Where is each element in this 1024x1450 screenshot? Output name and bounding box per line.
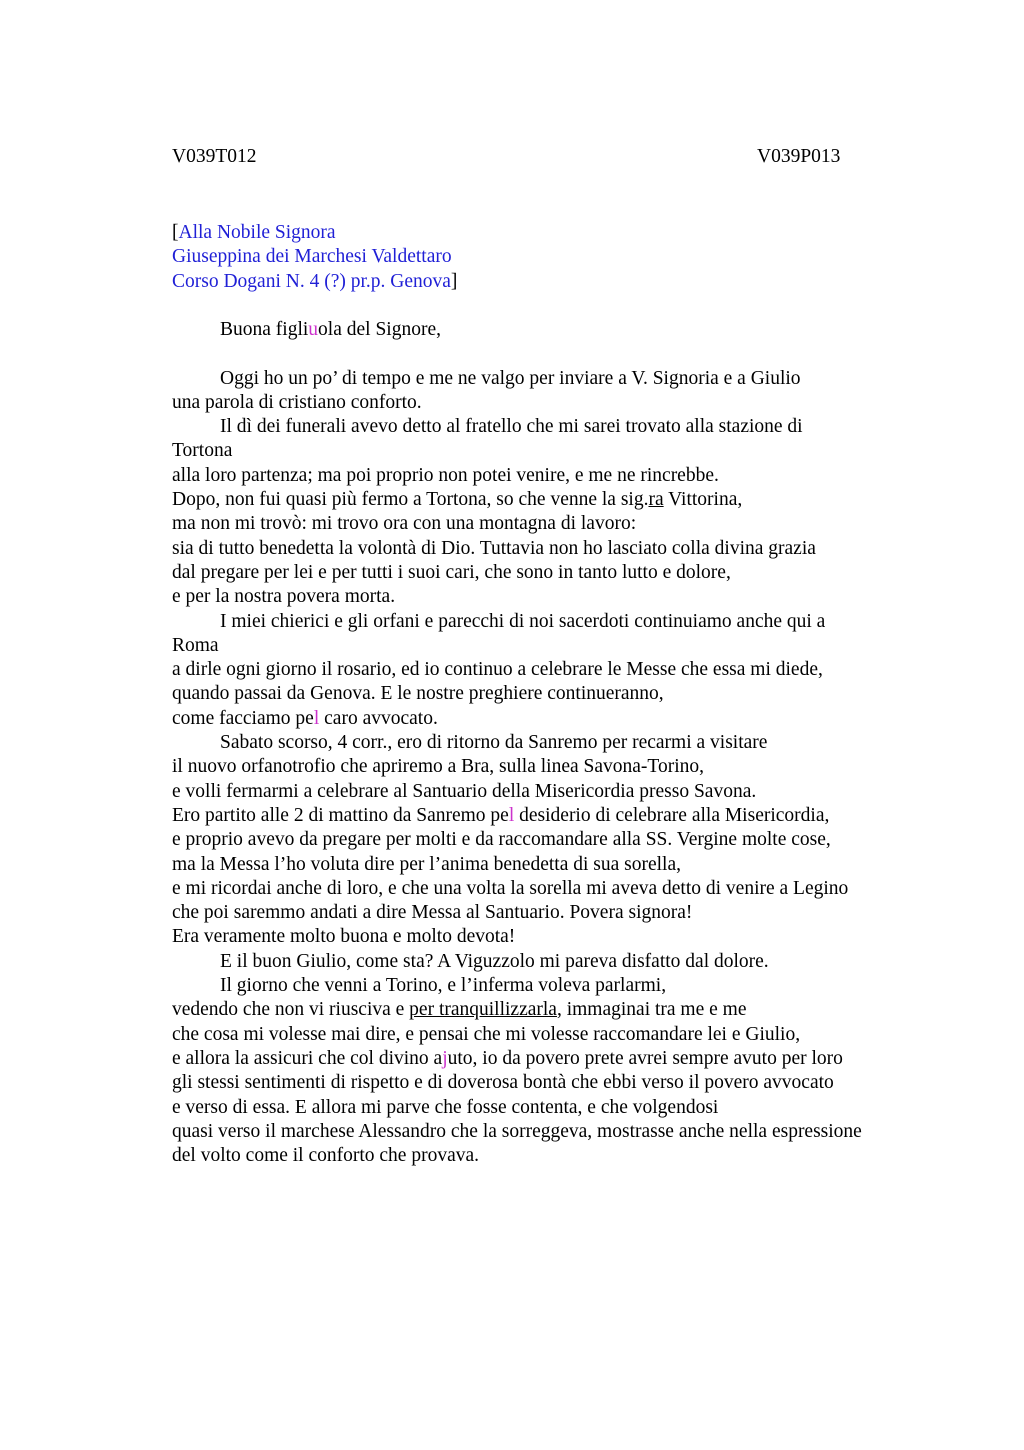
- text-line: e volli fermarmi a celebrare al Santuario della Misericordia presso Savona.: [172, 780, 757, 802]
- text-line: E il buon Giulio, come sta? A Viguzzolo mi pareva disfatto dal dolore.: [220, 950, 769, 972]
- text-line: dal pregare per lei e per tutti i suoi cari, che sono in tanto lutto e dolore,: [172, 561, 731, 583]
- address-line-2: Giuseppina dei Marchesi Valdettaro: [172, 246, 452, 268]
- text-line: che cosa mi volesse mai dire, e pensai che mi volesse raccomandare lei e Giulio,: [172, 1023, 801, 1045]
- text-line: e proprio avevo da pregare per molti e da raccomandare alla SS. Vergine molte cose,: [172, 829, 831, 851]
- greeting: Buona figliuola del Signore,: [220, 319, 441, 340]
- text-line: sia di tutto benedetta la volontà di Dio. Tuttavia non ho lasciato colla divina grazia: [172, 537, 816, 559]
- address-block: [172, 221, 457, 294]
- close-bracket: ]: [450, 270, 458, 292]
- text-line: e verso di essa. E allora mi parve che fosse contenta, e che volgendosi: [172, 1096, 719, 1118]
- text-line: ma non mi trovò: mi trovo ora con una montagna di lavoro:: [172, 513, 637, 535]
- text-line: e allora la assicuri che col divino ajuto, io da povero prete avrei sempre avuto per loro: [172, 1047, 843, 1069]
- document-code-left: V039T012: [172, 146, 257, 167]
- text-line: Roma: [172, 634, 219, 656]
- text-line: Il dì dei funerali avevo detto al fratello che mi sarei trovato alla stazione di: [220, 416, 803, 438]
- text-line: I miei chierici e gli orfani e parecchi di noi sacerdoti continuiamo anche qui a: [220, 610, 826, 632]
- text-line: Il giorno che venni a Torino, e l’inferma voleva parlarmi,: [220, 975, 667, 997]
- underlined-phrase: per tranquillizzarla: [409, 999, 557, 1021]
- text-line: quando passai da Genova. E le nostre preghiere continueranno,: [172, 683, 664, 705]
- letter-body: [172, 318, 932, 1168]
- editorial-insertion: j: [442, 1047, 448, 1069]
- document-code-right: V039P013: [757, 146, 841, 167]
- address-street: Corso Dogani N. 4 (?) pr.p. Genova: [172, 270, 451, 292]
- text-line: Dopo, non fui quasi più fermo a Tortona, so che venne la sig.ra Vittorina,: [172, 489, 743, 511]
- text-line: il nuovo orfanotrofio che apriremo a Bra, sulla linea Savona-Torino,: [172, 756, 705, 778]
- open-bracket: [: [172, 222, 179, 243]
- text-line: del volto come il conforto che provava.: [172, 1145, 480, 1167]
- text-line: Oggi ho un po’ di tempo e me ne valgo per inviare a V. Signoria e a Giulio: [220, 367, 801, 389]
- address-line-1: [172, 221, 457, 245]
- text-line: quasi verso il marchese Alessandro che la sorreggeva, mostrasse anche nella espressione: [172, 1120, 862, 1142]
- text-line: come facciamo pel caro avvocato.: [172, 707, 438, 729]
- text-line: gli stessi sentimenti di rispetto e di doverosa bontà che ebbi verso il povero avvocato: [172, 1072, 834, 1094]
- editorial-insertion: u: [308, 319, 319, 340]
- editorial-insertion: l: [313, 707, 320, 729]
- editorial-insertion: l: [508, 804, 515, 826]
- text-line: e per la nostra povera morta.: [172, 586, 396, 608]
- text-line: Tortona: [172, 440, 233, 462]
- superscript-abbreviation: ra: [648, 489, 664, 511]
- text-line: che poi saremmo andati a dire Messa al Santuario. Povera signora!: [172, 902, 693, 924]
- address-line-3: [172, 270, 457, 294]
- text-line: Era veramente molto buona e molto devota!: [172, 926, 516, 948]
- text-line: vedendo che non vi riusciva e per tranquillizzarla, immaginai tra me e me: [172, 999, 747, 1021]
- paragraph-gap: [172, 342, 932, 366]
- text-line: Ero partito alle 2 di mattino da Sanremo pel desiderio di celebrare alla Misericordia,: [172, 804, 830, 826]
- text-line: una parola di cristiano conforto.: [172, 391, 422, 413]
- text-line: ma la Messa l’ho voluta dire per l’anima benedetta di sua sorella,: [172, 853, 681, 875]
- text-line: Sabato scorso, 4 corr., ero di ritorno da Sanremo per recarmi a visitare: [220, 732, 768, 754]
- address-recipient: Alla Nobile Signora: [178, 222, 336, 243]
- text-line: e mi ricordai anche di loro, e che una volta la sorella mi aveva detto di venire a Legino: [172, 877, 849, 899]
- text-line: a dirle ogni giorno il rosario, ed io continuo a celebrare le Messe che essa mi diede,: [172, 659, 823, 681]
- text-line: alla loro partenza; ma poi proprio non potei venire, e me ne rincrebbe.: [172, 464, 719, 486]
